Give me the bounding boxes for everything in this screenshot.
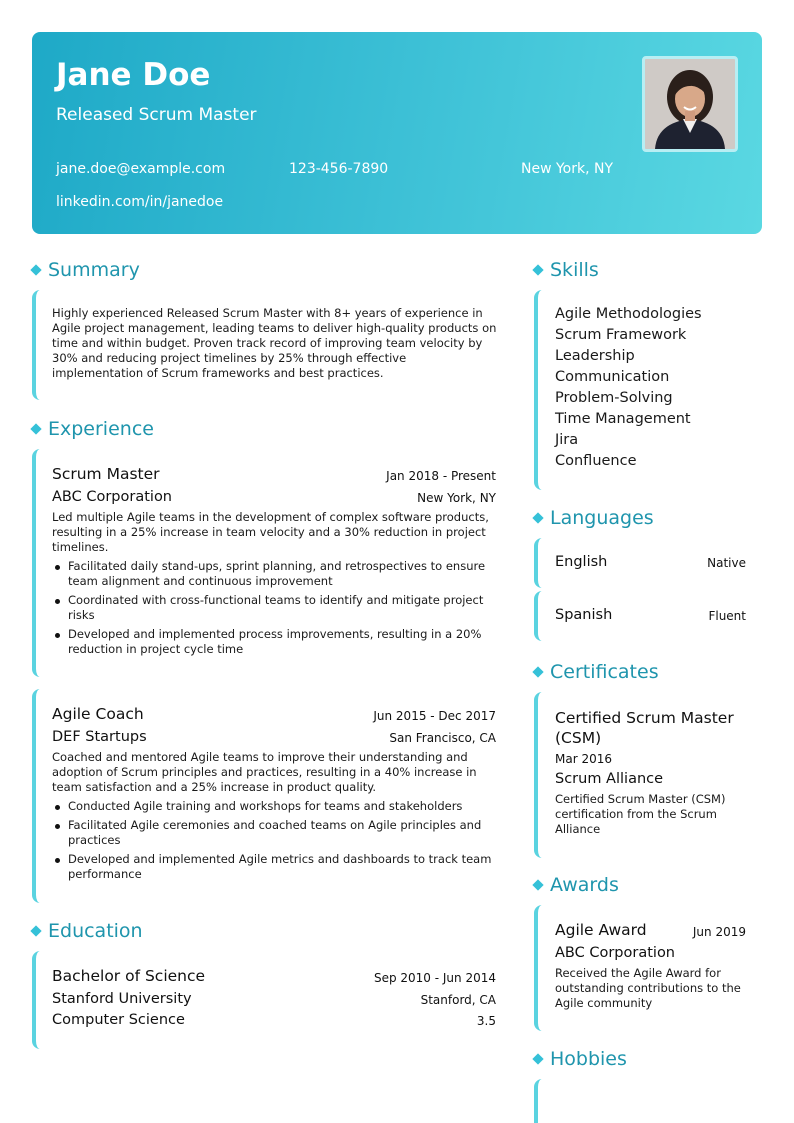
list-item: Coordinated with cross-functional teams to identify and mitigate project risks [52, 593, 498, 623]
skill-item: Communication [555, 369, 670, 385]
skill-item: Agile Methodologies [555, 306, 702, 322]
skill-item: Time Management [555, 411, 691, 427]
contact-phone[interactable]: 123-456-7890 [289, 161, 389, 177]
award-issuer: ABC Corporation [555, 945, 676, 961]
candidate-role: Released Scrum Master [56, 105, 257, 125]
award-name: Agile Award [555, 921, 647, 939]
certificate-item [534, 692, 762, 858]
section-title-certificates: Certificates [534, 660, 659, 684]
summary-block [32, 290, 496, 400]
language-level: Fluent [708, 609, 746, 623]
job-description: Coached and mentored Agile teams to improve their understanding and adoption of Scrum principles and practices, resulting in a 40% increase in team satisfaction and a 25% increase in product quality. [52, 750, 477, 794]
certificate-issuer: Scrum Alliance [555, 771, 664, 787]
award-description: Received the Agile Award for outstanding contributions to the Agile community [555, 966, 741, 1010]
education-school: Stanford University [52, 991, 192, 1007]
list-item: Conducted Agile training and workshops for teams and stakeholders [52, 799, 498, 814]
language-level: Native [707, 556, 746, 570]
skill-item: Problem-Solving [555, 390, 673, 406]
education-block [32, 951, 496, 1049]
skill-item: Confluence [555, 453, 637, 469]
section-title-education: Education [32, 919, 143, 943]
job-company: DEF Startups [52, 729, 147, 745]
job-position: Scrum Master [52, 465, 160, 483]
diamond-icon [532, 264, 543, 275]
award-item [534, 905, 762, 1031]
language-item [534, 591, 762, 641]
skill-item: Scrum Framework [555, 327, 687, 343]
job-location: San Francisco, CA [389, 731, 496, 745]
section-title-hobbies: Hobbies [534, 1047, 627, 1071]
certificate-description: Certified Scrum Master (CSM) certification from the Scrum Alliance [555, 792, 726, 836]
job-description: Led multiple Agile teams in the development of complex software products, resulting in a 25% increase in team velocity and a 30% reduction in project timelines. [52, 510, 489, 554]
diamond-icon [30, 264, 41, 275]
section-title-skills: Skills [534, 258, 599, 282]
list-item: Facilitated Agile ceremonies and coached teams on Agile principles and practices [52, 818, 498, 848]
education-field: Computer Science [52, 1012, 185, 1028]
summary-text: Highly experienced Released Scrum Master with 8+ years of experience in Agile project management, leading teams to deliver high-quality products on time and within budget. Proven track record of improving team velocity by 30% and reducing project timelines by 25% through effective implementation of Scrum frameworks and best practices. [52, 306, 497, 380]
job-company: ABC Corporation [52, 489, 173, 505]
list-item: Developed and implemented Agile metrics and dashboards to track team performance [52, 852, 498, 882]
language-name: English [555, 554, 608, 570]
certificate-name: Certified Scrum Master (CSM) [555, 709, 734, 747]
diamond-icon [30, 423, 41, 434]
job-position: Agile Coach [52, 705, 144, 723]
skill-item: Jira [555, 432, 579, 448]
education-dates: Sep 2010 - Jun 2014 [373, 971, 496, 985]
section-title-experience: Experience [32, 417, 154, 441]
resume-header [32, 32, 762, 234]
job-dates: Jan 2018 - Present [386, 469, 496, 483]
section-title-summary: Summary [32, 258, 140, 282]
section-title-awards: Awards [534, 873, 619, 897]
certificate-date: Mar 2016 [555, 752, 612, 766]
education-degree: Bachelor of Science [52, 967, 206, 985]
experience-item [32, 449, 496, 677]
diamond-icon [532, 1053, 543, 1064]
hobbies-block [534, 1079, 762, 1123]
candidate-name: Jane Doe [56, 57, 211, 93]
skill-item: Leadership [555, 348, 635, 364]
education-location: Stanford, CA [420, 993, 496, 1007]
diamond-icon [532, 879, 543, 890]
profile-photo [642, 56, 738, 152]
job-bullets [52, 559, 498, 661]
portrait-image [645, 59, 735, 149]
education-gpa: 3.5 [476, 1014, 496, 1028]
job-bullets [52, 799, 498, 886]
language-item [534, 538, 762, 588]
section-title-languages: Languages [534, 506, 654, 530]
diamond-icon [30, 925, 41, 936]
diamond-icon [532, 512, 543, 523]
experience-item [32, 689, 496, 903]
contact-linkedin[interactable]: linkedin.com/in/janedoe [56, 194, 224, 210]
list-item: Developed and implemented process improvements, resulting in a 20% reduction in project cycle time [52, 627, 498, 657]
language-name: Spanish [555, 607, 613, 623]
job-dates: Jun 2015 - Dec 2017 [373, 709, 496, 723]
award-date: Jun 2019 [692, 925, 746, 939]
contact-email[interactable]: jane.doe@example.com [56, 161, 226, 177]
job-location: New York, NY [417, 491, 496, 505]
list-item: Facilitated daily stand-ups, sprint planning, and retrospectives to ensure team alignment and continuous improvement [52, 559, 498, 589]
contact-location: New York, NY [521, 161, 614, 177]
diamond-icon [532, 666, 543, 677]
